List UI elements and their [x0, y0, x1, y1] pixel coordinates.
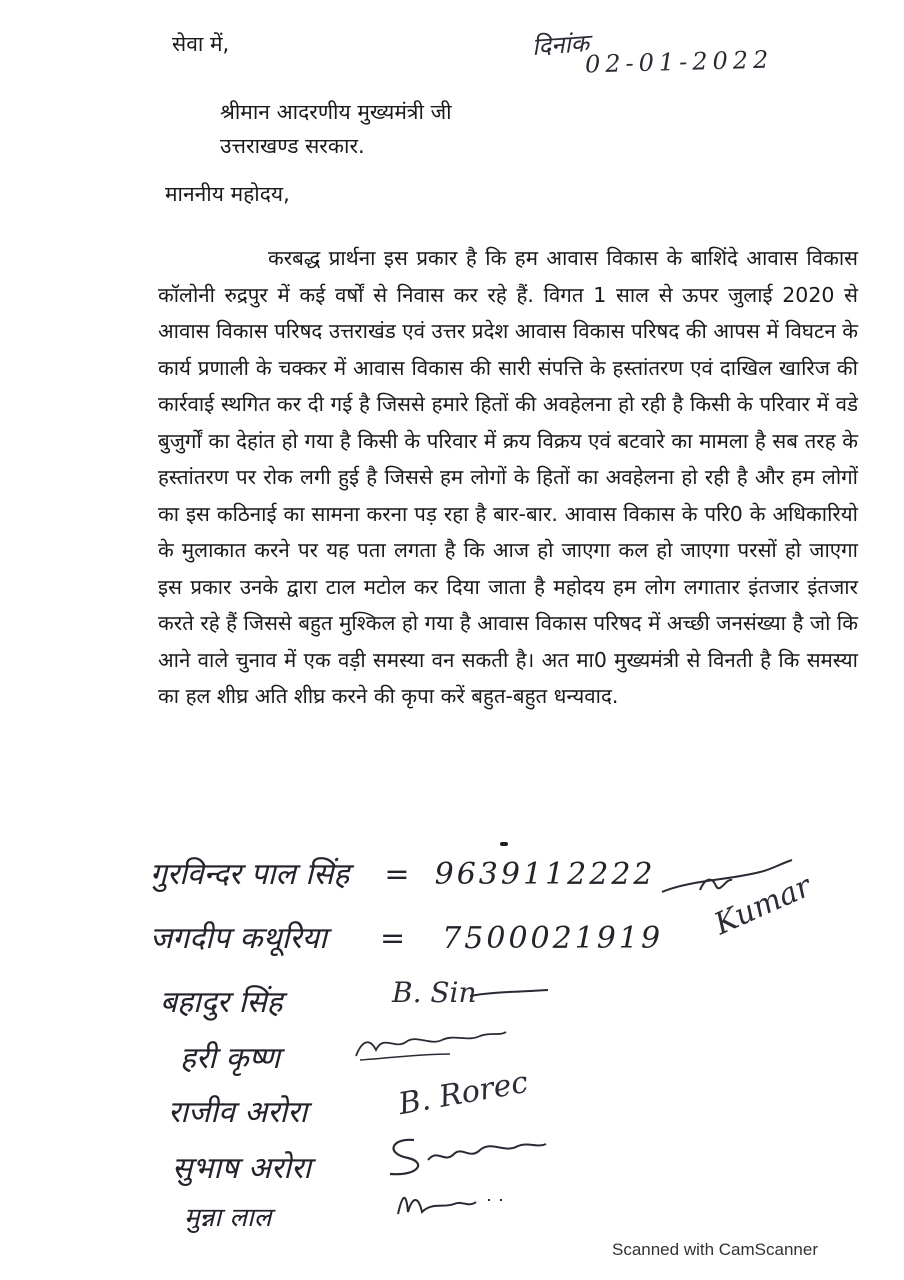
salutation-to: सेवा में,	[172, 32, 230, 56]
signature-scribble-4	[392, 1182, 522, 1222]
signature-scribble-2	[350, 1020, 510, 1070]
signatory-row	[172, 1146, 311, 1187]
addressee-line-1: श्रीमान आदरणीय मुख्यमंत्री जी	[220, 100, 452, 124]
signatory-row	[160, 980, 283, 1021]
signatory-name: बहादुर सिंह	[160, 985, 283, 1020]
signature-tail	[470, 986, 550, 1006]
signature-b-sin: B. Sin	[392, 976, 477, 1009]
signatory-phone: 9639112222	[434, 857, 656, 892]
signatory-name: सुभाष अरोरा	[172, 1151, 312, 1186]
signatory-phone: 7500021919	[442, 921, 664, 956]
date-label: दिनांक	[531, 29, 590, 61]
signatory-row	[150, 916, 663, 957]
signatory-row	[180, 1036, 280, 1077]
signatory-row	[150, 852, 656, 893]
addressee-line-2: उत्तराखण्ड सरकार.	[220, 134, 365, 158]
signatory-name: हरी कृष्ण	[180, 1041, 280, 1076]
signatory-row	[184, 1198, 271, 1234]
signature-kumar: Kumar	[709, 868, 817, 943]
ink-mark	[500, 842, 508, 846]
date-value: 02-01-2022	[584, 45, 774, 79]
signatory-name: राजीव अरोरा	[168, 1095, 308, 1130]
signatory-name: मुन्ना लाल	[184, 1203, 272, 1233]
signatory-name: जगदीप कथूरिया	[150, 921, 327, 956]
greeting: माननीय महोदय,	[165, 182, 290, 206]
signature-scribble-3	[380, 1128, 550, 1188]
signature-b-rorec: B. Rorec	[395, 1064, 531, 1123]
signatory-name: गुरविन्दर पाल सिंह	[150, 857, 350, 892]
letter-body: करबद्ध प्रार्थना इस प्रकार है कि हम आवास विकास के बाशिंदे आवास विकास कॉलोनी रुद्रपुर में कई वर्षों से निवास कर रहे हैं. विगत 1 साल से ऊपर जुलाई 2020 से आवास विकास परिषद उत्तराखंड एवं उत्तर प्रदेश आवास विकास परिषद की आपस में विघटन के कार्य प्रणाली के चक्कर में आवास विकास की सारी संपत्ति के हस्तांतरण एवं दाखिल खारिज की कार्रवाई स्थगित कर दी गई है जिससे हमारे हितों की अवहेलना हो रही है किसी के परिवार में वडे बुजुर्गों का देहांत हो गया है किसी के परिवार में क्रय विक्रय एवं बटवारे का मामला है सब तरह के हस्तांतरण पर रोक लगी हुई है जिससे हम लोगों के हितों का अवहेलना हो रही है और हम लोगों का इस कठिनाई का सामना करना पड़ रहा है बार-बार. आवास विकास के परि0 के अधिकारियो के मुलाकात करने पर यह पता लगता है कि आज हो जाएगा कल हो जाएगा परसों हो जाएगा इस प्रकार उनके द्वारा टाल मटोल कर दिया जाता है महोदय हम लोग लगातार इंतजार इंतजार करते रहे हैं जिससे बहुत मुश्किल हो गया है आवास विकास परिषद में अच्छी जनसंख्या है जो कि आने वाले चुनाव में एक वड़ी समस्या वन सकती है। अत मा0 मुख्यमंत्री से विनती है कि समस्या का हल शीघ्र अति शीघ्र करने की कृपा करें बहुत-बहुत धन्यवाद.	[158, 246, 858, 708]
signatory-separator: =	[384, 857, 410, 892]
signatory-row	[168, 1090, 307, 1131]
signatory-separator: =	[379, 921, 406, 956]
scanner-watermark: Scanned with CamScanner	[611, 1240, 818, 1259]
